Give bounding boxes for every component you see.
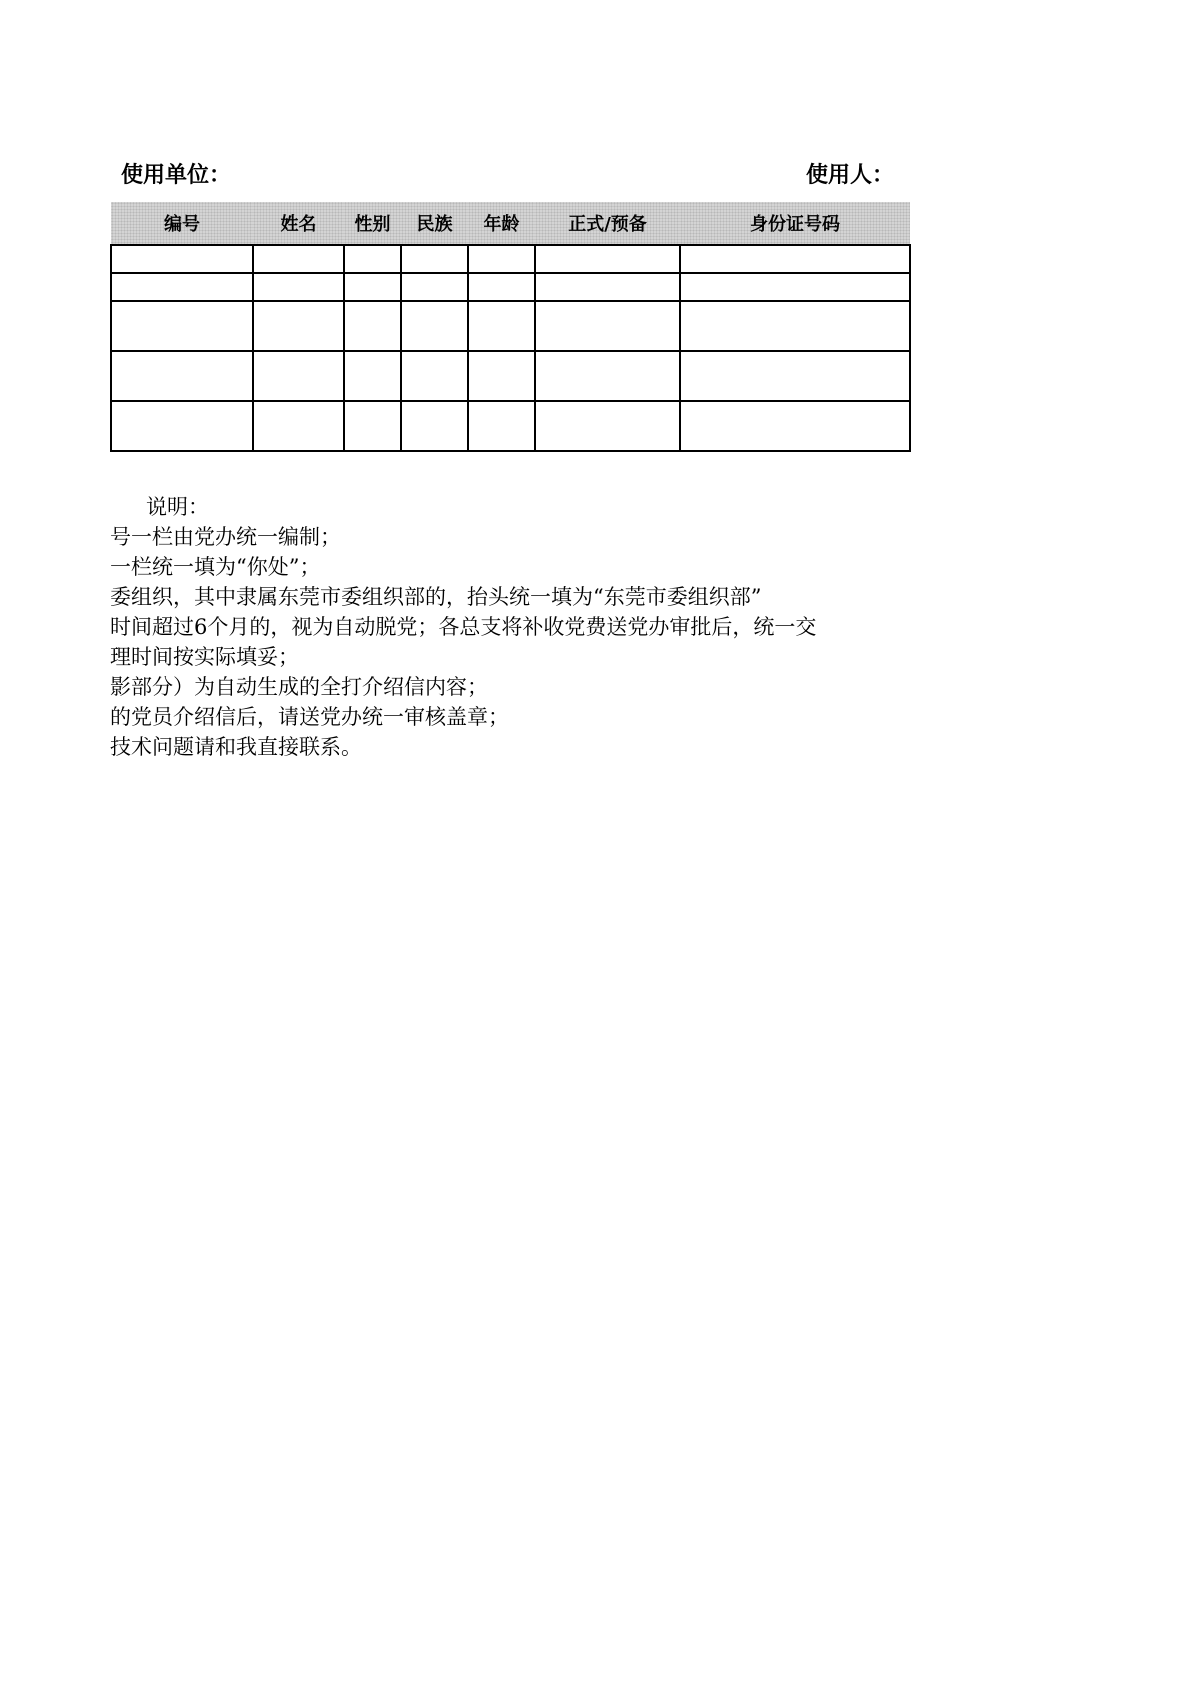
table-cell[interactable] xyxy=(468,401,535,451)
table-cell[interactable] xyxy=(253,273,344,301)
instruction-line: 技术问题请和我直接联系。 xyxy=(110,735,362,759)
table-cell[interactable] xyxy=(253,245,344,273)
table-row xyxy=(111,273,910,301)
instruction-line: 影部分）为自动生成的全打介绍信内容； xyxy=(110,675,488,699)
table-cell[interactable] xyxy=(535,273,680,301)
table-cell[interactable] xyxy=(111,273,253,301)
table-cell[interactable] xyxy=(344,245,401,273)
column-header-member-status: 正式/预备 xyxy=(535,202,680,245)
instruction-line: 理时间按实际填妥； xyxy=(110,645,299,669)
table-cell[interactable] xyxy=(111,245,253,273)
table-cell[interactable] xyxy=(680,301,910,351)
using-unit-label: 使用单位： xyxy=(121,163,232,188)
column-header-id-number: 身份证号码 xyxy=(680,202,910,245)
table-cell[interactable] xyxy=(535,301,680,351)
table-cell[interactable] xyxy=(344,273,401,301)
column-header-name: 姓名 xyxy=(253,202,344,245)
table-row xyxy=(111,401,910,451)
table-cell[interactable] xyxy=(535,245,680,273)
table-cell[interactable] xyxy=(111,401,253,451)
table-cell[interactable] xyxy=(468,245,535,273)
table-row xyxy=(111,245,910,273)
table-cell[interactable] xyxy=(535,401,680,451)
table-cell[interactable] xyxy=(111,351,253,401)
table-cell[interactable] xyxy=(253,351,344,401)
table-cell[interactable] xyxy=(680,351,910,401)
table-cell[interactable] xyxy=(344,401,401,451)
table-cell[interactable] xyxy=(401,351,468,401)
table-cell[interactable] xyxy=(468,351,535,401)
table-cell[interactable] xyxy=(344,351,401,401)
table-cell[interactable] xyxy=(468,273,535,301)
table-cell[interactable] xyxy=(401,273,468,301)
table-header-row xyxy=(111,202,910,245)
table-cell[interactable] xyxy=(680,245,910,273)
instruction-line: 的党员介绍信后，请送党办统一审核盖章； xyxy=(110,705,509,729)
table-cell[interactable] xyxy=(680,401,910,451)
table-row xyxy=(111,301,910,351)
table-row xyxy=(111,351,910,401)
column-header-age: 年龄 xyxy=(468,202,535,245)
table-cell[interactable] xyxy=(253,401,344,451)
user-label: 使用人： xyxy=(806,163,895,188)
instruction-line: 号一栏由党办统一编制； xyxy=(110,525,341,549)
member-info-table xyxy=(110,202,911,452)
column-header-number: 编号 xyxy=(111,202,253,245)
column-header-ethnicity: 民族 xyxy=(401,202,468,245)
table-cell[interactable] xyxy=(680,273,910,301)
instructions-title: 说明： xyxy=(146,495,209,519)
table-cell[interactable] xyxy=(468,301,535,351)
table-cell[interactable] xyxy=(535,351,680,401)
table-cell[interactable] xyxy=(111,301,253,351)
table-cell[interactable] xyxy=(401,401,468,451)
instructions-section xyxy=(110,492,912,762)
table-cell[interactable] xyxy=(253,301,344,351)
table-cell[interactable] xyxy=(401,245,468,273)
instruction-line: 委组织，其中隶属东莞市委组织部的，抬头统一填为“东莞市委组织部” xyxy=(110,585,762,609)
instruction-line: 时间超过6个月的，视为自动脱党；各总支将补收党费送党办审批后，统一交 xyxy=(110,615,817,639)
table-cell[interactable] xyxy=(344,301,401,351)
instruction-line: 一栏统一填为“你处”； xyxy=(110,555,321,579)
column-header-gender: 性别 xyxy=(344,202,401,245)
table-cell[interactable] xyxy=(401,301,468,351)
